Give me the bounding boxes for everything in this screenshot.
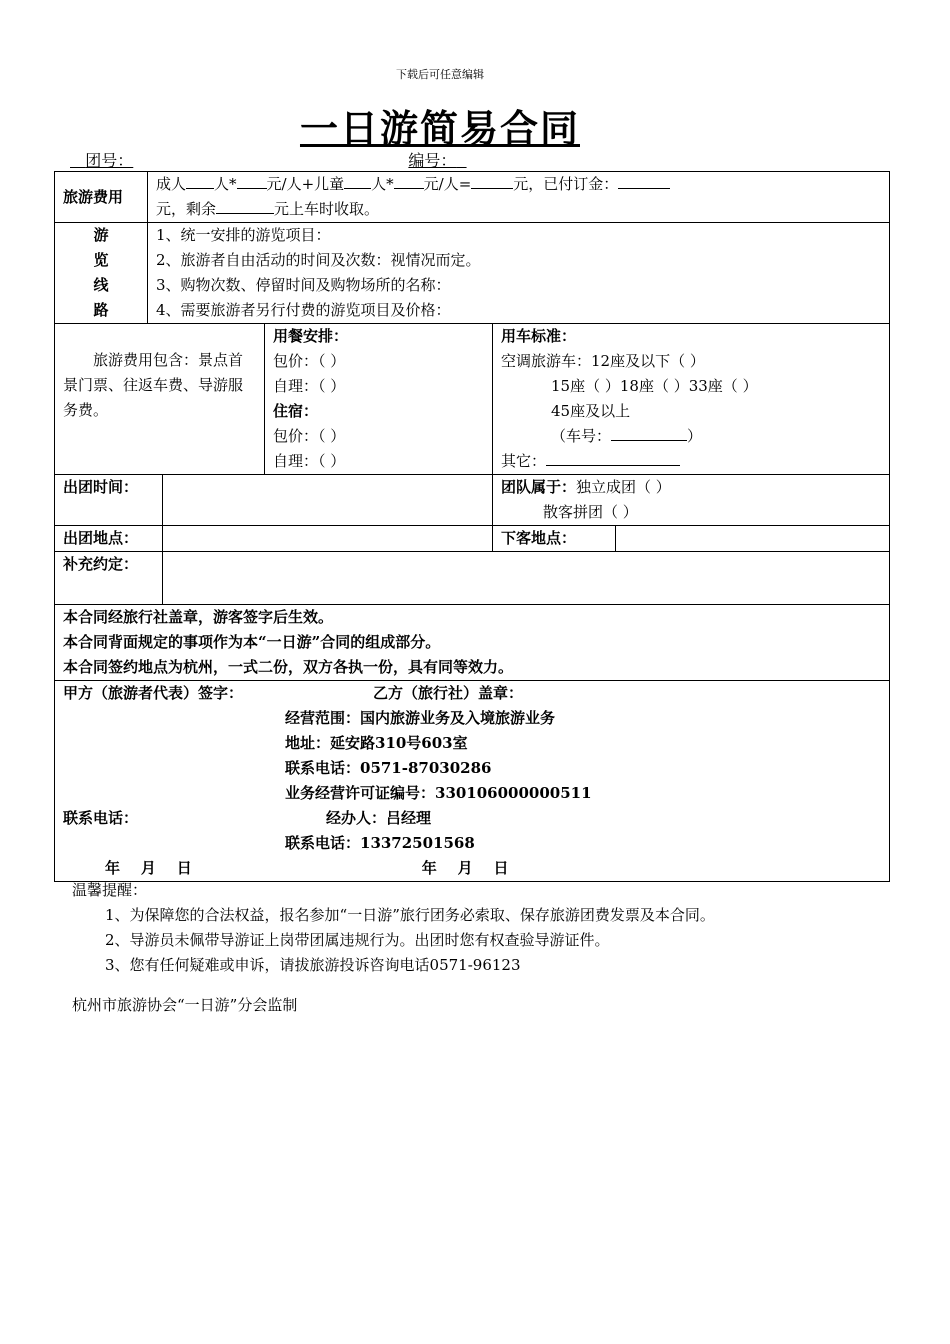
contract-table xyxy=(54,171,890,882)
dropoff-field[interactable] xyxy=(616,526,890,552)
vehicle-option-45[interactable]: 45座及以上 xyxy=(551,402,631,420)
header-note: 下载后可任意编辑 xyxy=(396,68,484,81)
reminder-item: 1、为保障您的合法权益，报名参加“一日游”旅行团务必索取、保存旅游团费发票及本合同。 xyxy=(105,906,715,924)
vehicle-option-15-33[interactable]: 15座（ ）18座（ ）33座（ ） xyxy=(551,377,758,395)
lodging-self[interactable]: 自理：（ ） xyxy=(273,452,346,470)
supplement-field[interactable] xyxy=(163,552,890,605)
vehicle-cell xyxy=(493,324,890,475)
adult-price-blank[interactable] xyxy=(237,172,267,189)
fee-content: 成人 人* 元/人+儿童 人* 元/人= 元，已付订金： 元，剩余 元上车时收取。 xyxy=(148,172,890,223)
other-blank[interactable] xyxy=(546,449,680,466)
plate-blank[interactable] xyxy=(611,424,687,441)
route-items xyxy=(148,223,890,324)
route-label: 游 览 线 路 xyxy=(55,223,148,324)
adult-count-blank[interactable] xyxy=(186,172,214,189)
meal-title: 用餐安排： xyxy=(273,327,349,345)
party-a-phone[interactable]: 联系电话： xyxy=(63,809,139,827)
supervisor-note: 杭州市旅游协会“一日游”分会监制 xyxy=(72,996,298,1014)
vehicle-other: 其它： xyxy=(501,449,881,474)
supplement-row xyxy=(55,552,890,605)
depart-place-field[interactable] xyxy=(163,526,493,552)
vehicle-title: 用车标准： xyxy=(501,327,577,345)
team-type-joined[interactable]: 散客拼团（ ） xyxy=(543,503,638,521)
lodging-package[interactable]: 包价：（ ） xyxy=(273,427,346,445)
fee-label: 旅游费用 xyxy=(55,172,148,223)
contract-title: 一日游简易合同 xyxy=(299,106,580,151)
route-row xyxy=(55,223,890,324)
reminder-item: 2、导游员未佩带导游证上岗带团属违规行为。出团时您有权查验导游证件。 xyxy=(105,931,610,949)
term-item: 本合同签约地点为杭州，一式二份，双方各执一份，具有同等效力。 xyxy=(63,658,514,676)
meal-package[interactable]: 包价：（ ） xyxy=(273,352,346,370)
depart-time-label: 出团时间： xyxy=(55,475,163,526)
deposit-blank[interactable] xyxy=(618,172,670,189)
balance-blank[interactable] xyxy=(216,197,274,214)
depart-place-label: 出团地点： xyxy=(55,526,163,552)
party-a-signature[interactable]: 甲方（旅游者代表）签字： xyxy=(63,684,244,702)
child-price-blank[interactable] xyxy=(394,172,424,189)
route-item: 3、购物次数、停留时间及购物场所的名称： xyxy=(156,276,451,294)
license-number: 业务经营许可证编号：330106000000511 xyxy=(285,784,592,802)
agency-address: 地址：延安路310号603室 xyxy=(285,734,468,752)
signature-row xyxy=(55,681,890,882)
dropoff-label: 下客地点： xyxy=(493,526,616,552)
fee-row xyxy=(55,172,890,223)
team-no-label: 团号： xyxy=(85,151,134,170)
route-item: 1、统一安排的游览项目： xyxy=(156,226,331,244)
supplement-label: 补充约定： xyxy=(55,552,163,605)
lodging-title: 住宿： xyxy=(273,402,319,420)
child-count-blank[interactable] xyxy=(344,172,371,189)
term-item: 本合同经旅行社盖章，游客签字后生效。 xyxy=(63,608,334,626)
meal-self[interactable]: 自理：（ ） xyxy=(273,377,346,395)
reminder-section xyxy=(72,878,872,978)
team-number-line xyxy=(70,148,870,171)
term-item: 本合同背面规定的事项作为本“一日游”合同的组成部分。 xyxy=(63,633,441,651)
handler-phone: 联系电话：13372501568 xyxy=(285,834,475,852)
fee-includes: 旅游费用包含：景点首景门票、往返车费、导游服务费。 xyxy=(55,324,265,475)
handler-name: 经办人：吕经理 xyxy=(326,809,432,827)
vehicle-plate: （车号： ） xyxy=(501,424,881,449)
route-item: 4、需要旅游者另行付费的游览项目及价格： xyxy=(156,301,451,319)
meal-lodging-cell xyxy=(265,324,493,475)
vehicle-option-12[interactable]: 空调旅游车：12座及以下（ ） xyxy=(501,352,705,370)
team-type-independent[interactable]: 独立成团（ ） xyxy=(576,478,671,496)
date-b[interactable]: 年 月 日 xyxy=(421,859,509,877)
depart-time-row xyxy=(55,475,890,526)
depart-time-field[interactable] xyxy=(163,475,493,526)
date-a[interactable]: 年 月 日 xyxy=(105,859,192,877)
total-blank[interactable] xyxy=(471,172,513,189)
party-b-seal: 乙方（旅行社）盖章： xyxy=(373,684,524,702)
terms-row xyxy=(55,605,890,681)
reminder-item: 3、您有任何疑难或申诉，请拔旅游投诉咨询电话0571-96123 xyxy=(105,956,521,974)
team-type-cell: 团队属于：独立成团（ ） 散客拼团（ ） xyxy=(493,475,890,526)
business-scope: 经营范围：国内旅游业务及入境旅游业务 xyxy=(285,709,556,727)
route-item: 2、旅游者自由活动的时间及次数：视情况而定。 xyxy=(156,251,481,269)
signature-cell xyxy=(55,681,890,882)
reminder-title: 温馨提醒： xyxy=(72,881,148,899)
services-row xyxy=(55,324,890,475)
place-row xyxy=(55,526,890,552)
serial-no-label: 编号： xyxy=(408,151,457,170)
terms-cell xyxy=(55,605,890,681)
agency-phone: 联系电话：0571-87030286 xyxy=(285,759,492,777)
